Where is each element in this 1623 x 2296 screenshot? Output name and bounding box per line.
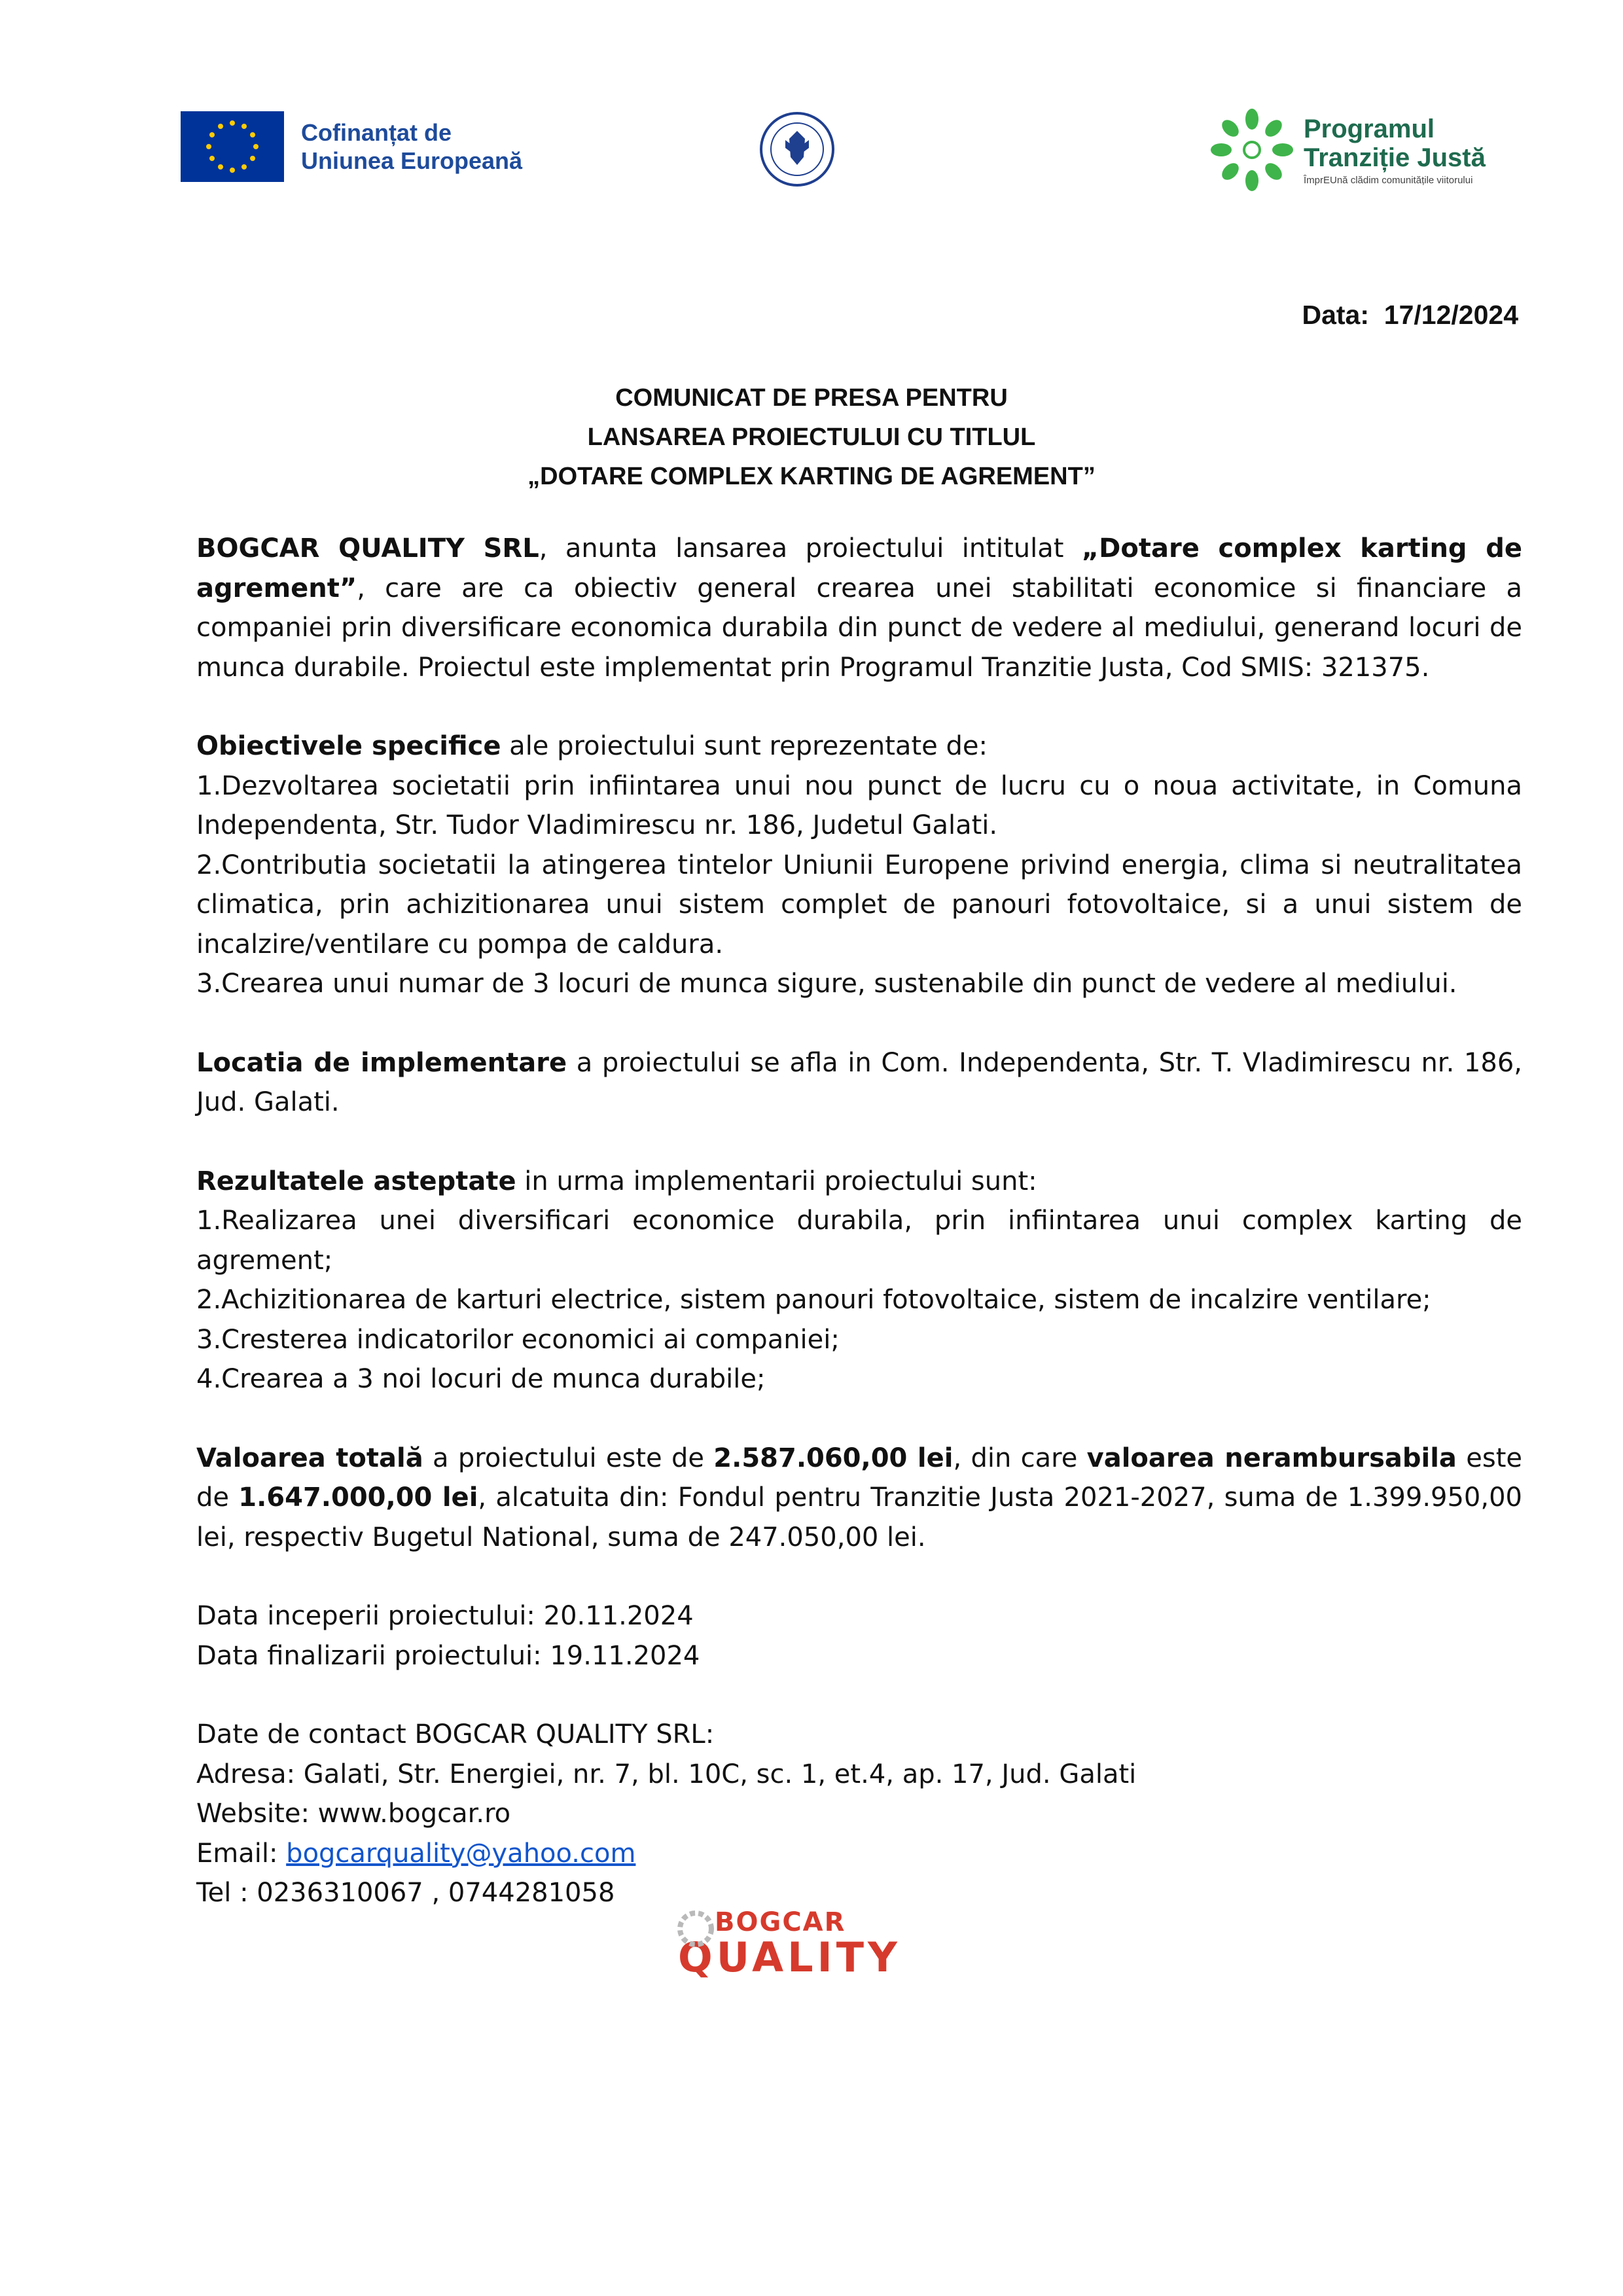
result-item: 4.Crearea a 3 noi locuri de munca durabile; (196, 1364, 766, 1394)
contact-email (196, 1834, 1522, 1874)
title-line-2: LANSAREA PROIECTULUI CU TITLUL (587, 423, 1036, 451)
intro-text-1: , anunta lansarea proiectului intitulat (539, 533, 1082, 564)
value-text-4: , alcatuita din: Fondul pentru Tranzitie Justa 2021-2027, suma de 1.399.950,00 lei, respectiv Bugetul National, suma de 247.050,00 lei. (196, 1482, 1522, 1552)
eu-flag-icon (181, 111, 284, 182)
ptj-logo-line1: Programul (1304, 114, 1435, 143)
ptj-logo-tagline: ÎmprEUnă clădim comunitățile viitorului (1304, 174, 1473, 186)
date-label: Data: (1302, 300, 1369, 330)
title-line-3: „DOTARE COMPLEX KARTING DE AGREMENT” (527, 463, 1096, 490)
bogcar-logo-line1: BOGCAR (715, 1907, 846, 1937)
result-item: 2.Achizitionarea de karturi electrice, sistem panouri fotovoltaice, sistem de incalzire ventilare; (196, 1285, 1431, 1315)
result-item: 3.Cresterea indicatorilor economici ai companiei; (196, 1324, 840, 1355)
location-heading: Locatia de implementare (196, 1047, 567, 1078)
location-paragraph (196, 1043, 1522, 1122)
objectives-heading-bold: Obiectivele specifice (196, 731, 501, 761)
gear-icon (673, 1906, 719, 1952)
total-value-amount: 2.587.060,00 lei (713, 1443, 954, 1473)
value-text-1: a proiectului este de (423, 1443, 714, 1473)
contact-address: Adresa: Galati, Str. Energiei, nr. 7, bl. 10C, sc. 1, et.4, ap. 17, Jud. Galati (196, 1759, 1137, 1789)
company-name: BOGCAR QUALITY SRL (196, 533, 539, 564)
results-heading-bold: Rezultatele asteptate (196, 1166, 516, 1196)
eu-logo-line1: Cofinanțat de (301, 119, 452, 146)
email-label: Email: (196, 1838, 287, 1869)
total-value-label: Valoarea totală (196, 1443, 423, 1473)
eu-cofinancing-logo (181, 111, 522, 182)
results-heading (196, 1162, 1522, 1202)
objective-item: 3.Crearea unui numar de 3 locuri de munca sigure, sustenabile din punct de vedere al mediului. (196, 969, 1457, 999)
contact-phone: Tel : 0236310067 , 0744281058 (196, 1878, 615, 1908)
romanian-government-seal-icon (759, 111, 835, 187)
bogcar-quality-logo (678, 1907, 901, 1981)
eu-logo-line2: Uniunea Europeană (301, 147, 523, 174)
objectives-heading (196, 726, 1522, 766)
nonrefundable-value-label: valoarea nerambursabila (1086, 1443, 1457, 1473)
location-text: a proiectului se afla in Com. Independenta, Str. T. Vladimirescu nr. 186, Jud. Galati. (196, 1047, 1522, 1117)
contact-website: Website: www.bogcar.ro (196, 1799, 511, 1829)
nonrefundable-value-amount: 1.647.000,00 lei (238, 1482, 478, 1513)
document-body (196, 529, 1522, 1913)
end-date: Data finalizarii proiectului: 19.11.2024 (196, 1640, 700, 1671)
start-date: Data inceperii proiectului: 20.11.2024 (196, 1601, 694, 1631)
document-date (1302, 300, 1518, 331)
tranzitie-justa-logo (1209, 107, 1486, 192)
press-release-title (196, 378, 1427, 496)
bogcar-logo-line2: QUALITY (678, 1933, 901, 1981)
objective-item: 2.Contributia societatii la atingerea tintelor Uniunii Europene privind energia, clima si neutralitatea climatica, prin achizitionarea unui sistem complet de panouri fotovoltaice, si a unui sistem de incalzire/ventilare cu pompa de caldura. (196, 850, 1522, 960)
intro-text-2: , care are ca obiectiv general crearea unei stabilitati economice si financiare a companiei prin diversificare economica durabila din punct de vedere al mediului, generand locuri de munca durabile. Proiectul este implementat prin Programul Tranzitie Justa, Cod SMIS: 321375. (196, 573, 1522, 683)
contact-heading: Date de contact BOGCAR QUALITY SRL: (196, 1719, 715, 1749)
date-value: 17/12/2024 (1383, 300, 1518, 330)
ptj-logo-line2: Tranziție Justă (1304, 143, 1486, 172)
project-name: „Dotare complex karting de agrement” (196, 533, 1522, 603)
result-item: 1.Realizarea unei diversificari economice durabila, prin infiintarea unui complex karting de agrement; (196, 1206, 1522, 1276)
results-heading-rest: in urma implementarii proiectului sunt: (516, 1166, 1037, 1196)
value-paragraph (196, 1439, 1522, 1558)
green-leaves-icon (1209, 107, 1294, 192)
value-text-2: , din care (953, 1443, 1087, 1473)
intro-paragraph (196, 529, 1522, 687)
objectives-heading-rest: ale proiectului sunt reprezentate de: (501, 731, 988, 761)
value-text-3: este de (196, 1443, 1522, 1513)
objective-item: 1.Dezvoltarea societatii prin infiintarea unui nou punct de lucru cu o noua activitate, in Comuna Independenta, Str. Tudor Vladimirescu nr. 186, Judetul Galati. (196, 770, 1522, 840)
title-line-1: COMUNICAT DE PRESA PENTRU (615, 384, 1008, 412)
email-link[interactable]: bogcarquality@yahoo.com (286, 1838, 636, 1869)
